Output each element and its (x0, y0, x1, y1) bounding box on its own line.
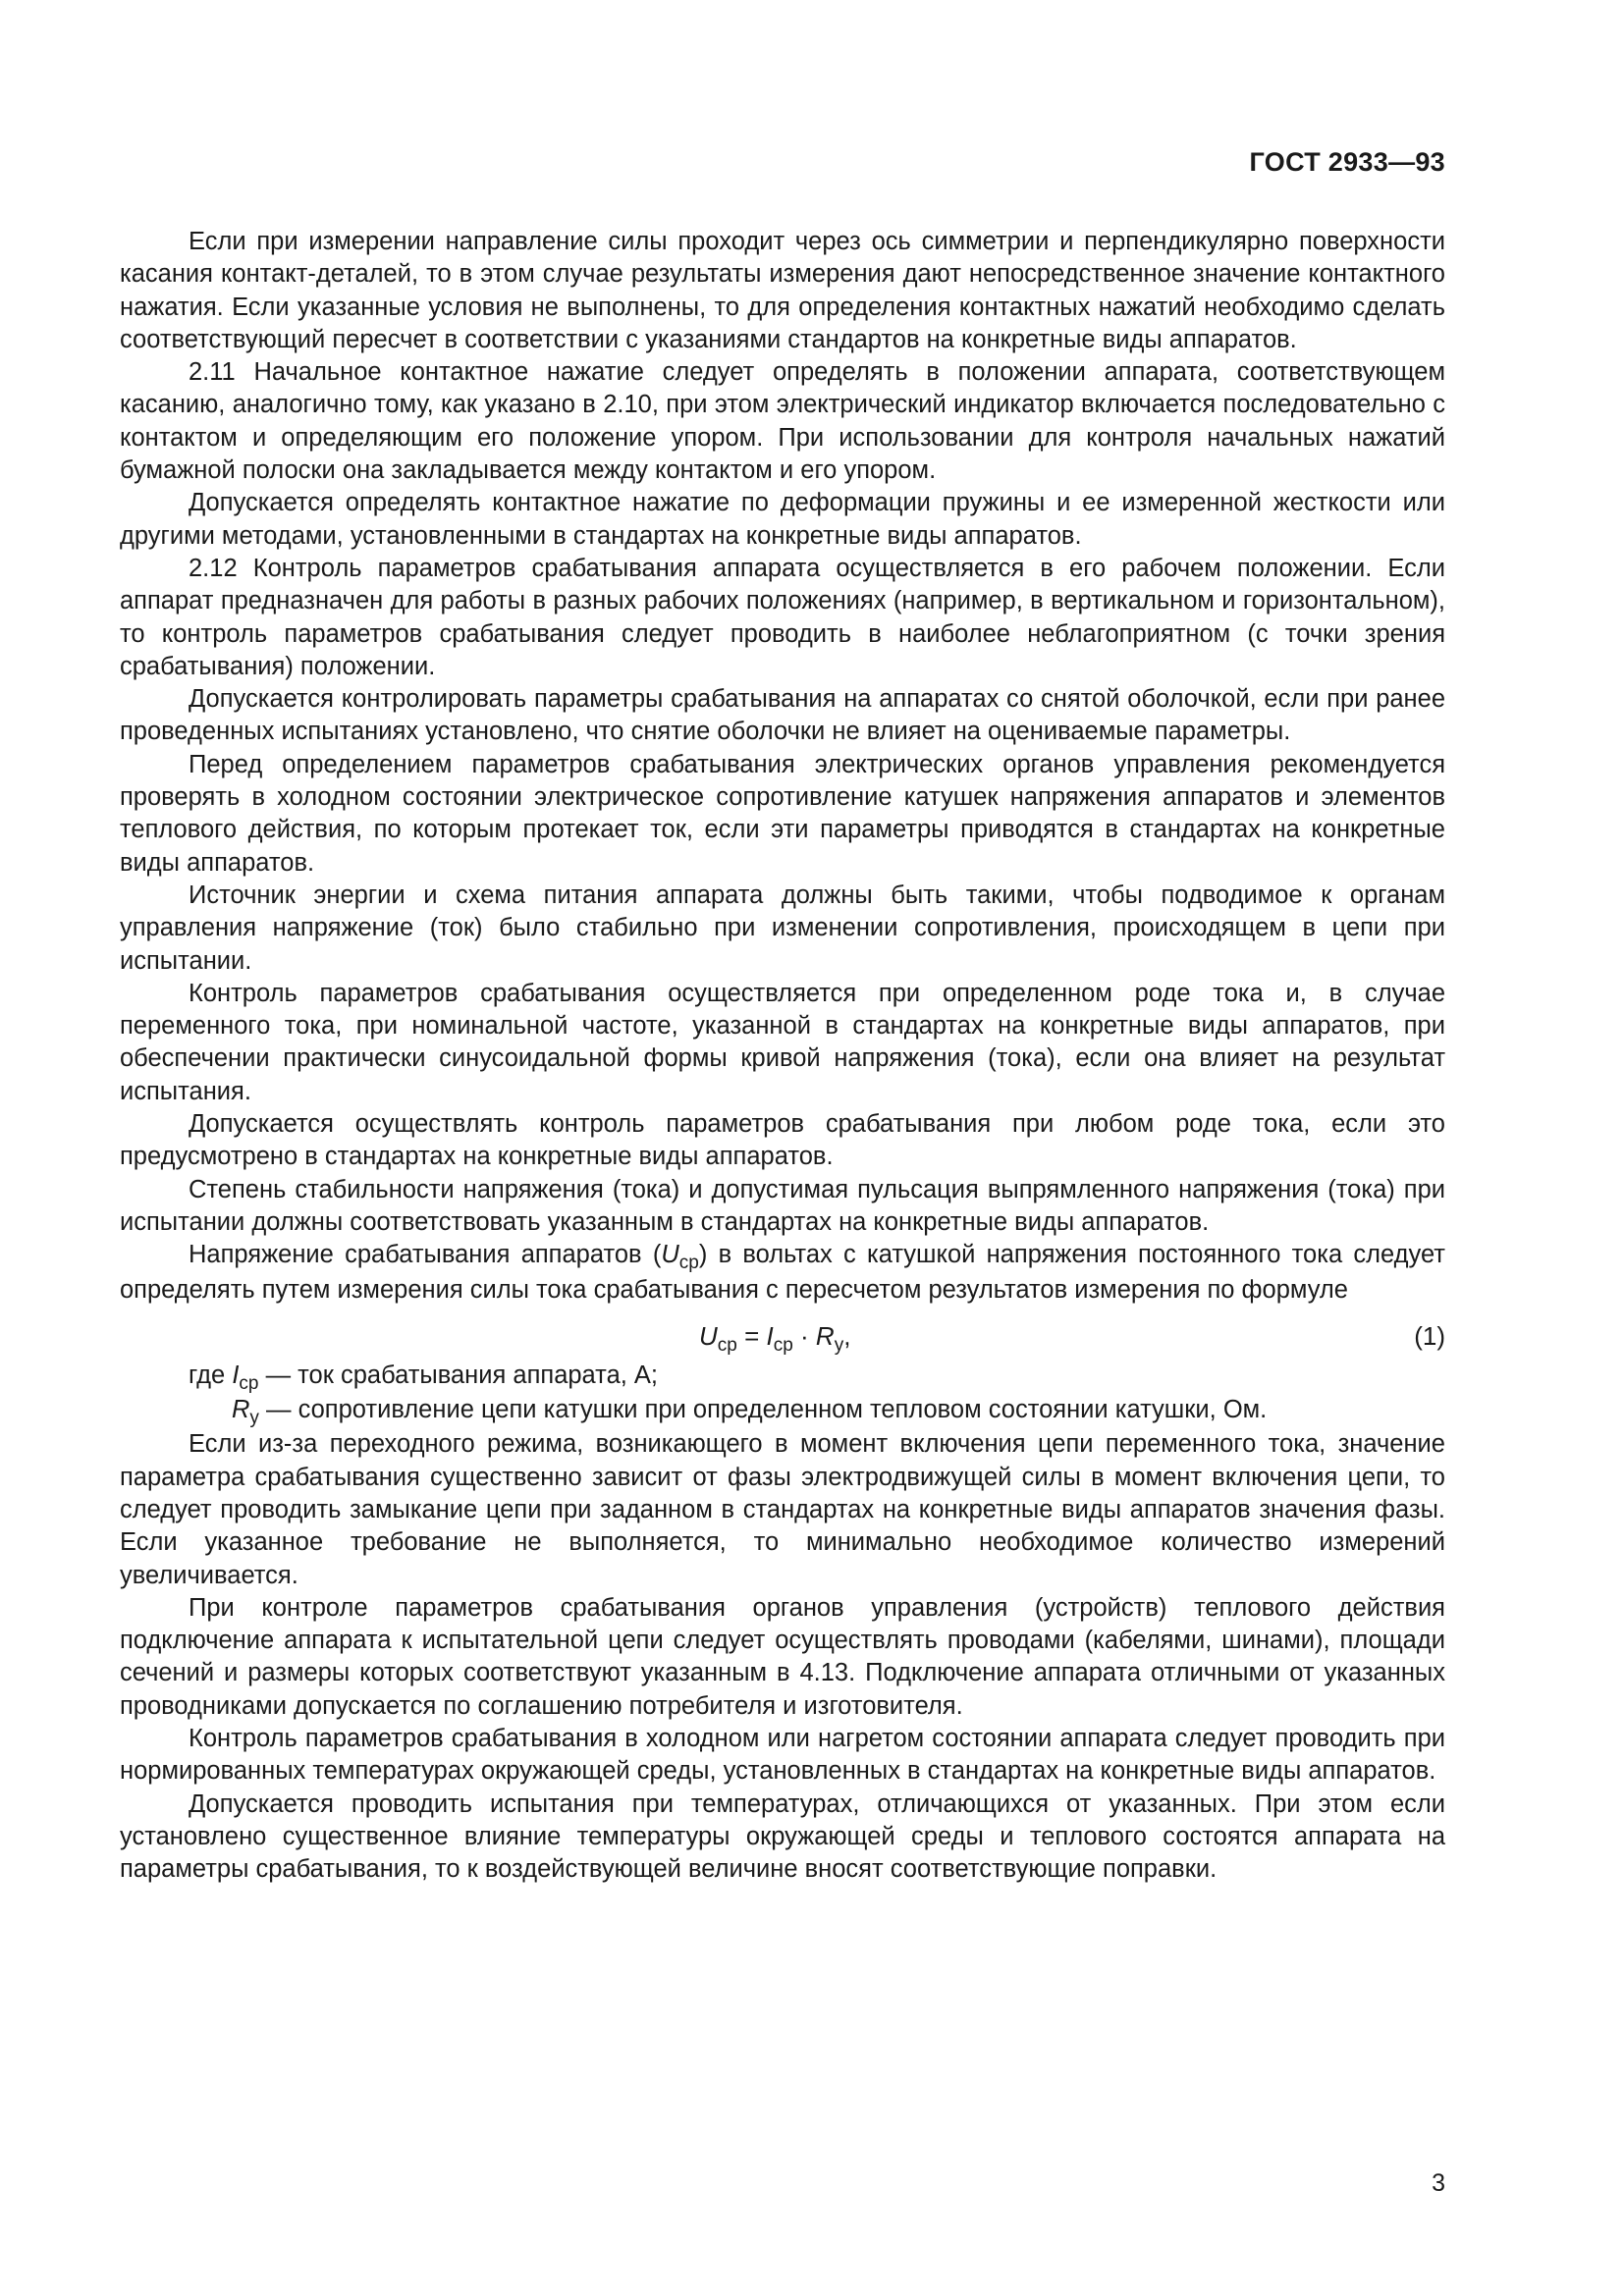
formula-eq: = (736, 1320, 767, 1351)
formula-line (120, 1308, 1445, 1360)
var-u: U (661, 1241, 679, 1269)
paragraph: Источник энергии и схема питания аппарата должны быть такими, чтобы подводимое к органам управления напряжение (ток) было стабильно при изменении сопротивления, происходящем в цепи при испытании. (120, 881, 1445, 975)
formula-tail: , (843, 1320, 851, 1351)
formula-dot: · (792, 1320, 816, 1351)
where-sub: у (249, 1408, 259, 1429)
where-desc: — сопротивление цепи катушки при определенном тепловом состоянии катушки, Ом. (258, 1396, 1268, 1424)
paragraph-2-12: 2.12 Контроль параметров срабатывания аппарата осуществляется в его рабочем положении. Если аппарат предназначен для работы в разных рабочих положениях (например, в вертикальном и горизонтальном), то контроль параметров срабатывания следует проводить в наиболее неблагоприятном (с точки зрения срабатывания) положении. (120, 554, 1445, 680)
where-i (120, 1360, 1445, 1394)
page-number: 3 (1432, 2169, 1445, 2197)
paragraph-voltage (120, 1239, 1445, 1307)
paragraph: Перед определением параметров срабатывания электрических органов управления рекомендуется проверять в холодном состоянии электрическое сопротивление катушек напряжения аппаратов и элементов теплового действия, по которым протекает ток, если эти параметры приводятся в стандартах на конкретные виды аппаратов. (120, 750, 1445, 877)
document-body (120, 226, 1445, 1887)
where-desc: — ток срабатывания аппарата, А; (258, 1361, 659, 1389)
formula-number: (1) (1414, 1320, 1445, 1351)
paragraph: Допускается контролировать параметры срабатывания на аппаратах со снятой оболочкой, если при ранее проведенных испытаниях установлено, что снятие оболочки не влияет на оцениваемые параметры. (120, 685, 1445, 746)
paragraph-2-11: 2.11 Начальное контактное нажатие следует определять в положении аппарата, соответствующем касанию, аналогично тому, как указано в 2.10, при этом электрический индикатор включается последовательно с контактом и определяющим его положение упором. При использовании для контроля начальных нажатий бумажной полоски она закладывается между контактом и его упором. (120, 358, 1445, 485)
formula-var-i: I (766, 1320, 774, 1351)
formula-sub: ср (717, 1334, 737, 1356)
standard-header: ГОСТ 2933—93 (1249, 147, 1445, 177)
paragraph: Допускается осуществлять контроль параметров срабатывания при любом роде тока, если это предусмотрено в стандартах на конкретные виды аппаратов. (120, 1110, 1445, 1171)
where-var-r: R (232, 1396, 250, 1424)
where-sub: ср (239, 1372, 259, 1394)
formula-1 (699, 1320, 850, 1356)
paragraph: Контроль параметров срабатывания в холодном или нагретом состоянии аппарата следует проводить при нормированных температурах окружающей среды, установленных в стандартах на конкретные виды аппаратов. (120, 1725, 1445, 1786)
formula-sub: ср (773, 1334, 793, 1356)
paragraph: Контроль параметров срабатывания осуществляется при определенном роде тока и, в случае переменного тока, при номинальной частоте, указанной в стандартах на конкретные виды аппаратов, при обеспечении практически синусоидальной формы кривой напряжения (тока), если она влияет на результат испытания. (120, 979, 1445, 1105)
paragraph: Если из-за переходного режима, возникающего в момент включения цепи переменного тока, значение параметра срабатывания существенно зависит от фазы электродвижущей силы в момент включения цепи, то следует проводить замыкание цепи при заданном в стандартах на конкретные виды аппаратов значения фазы. Если указанное требование не выполняется, то минимально необходимое количество измерений увеличивается. (120, 1430, 1445, 1589)
paragraph: При контроле параметров срабатывания органов управления (устройств) теплового действия подключение аппарата к испытательной цепи следует осуществлять проводами (кабелями, шинами), площади сечений и размеры которых соответствуют указанным в 4.13. Подключение аппарата отличными от указанных проводниками допускается по соглашению потребителя и изготовителя. (120, 1593, 1445, 1720)
text-fragment: ) в вольтах с катушкой напряжения постоянного тока следует определять путем измерения силы тока срабатывания с пересчетом результатов измерения по формуле (120, 1241, 1445, 1304)
where-var-i: I (232, 1361, 240, 1389)
text-fragment: Напряжение срабатывания аппаратов ( (189, 1241, 662, 1269)
paragraph: Если при измерении направление силы проходит через ось симметрии и перпендикулярно поверхности касания контакт-деталей, то в этом случае результаты измерения дают непосредственное значение контактного нажатия. Если указанные условия не выполнены, то для определения контактных нажатий необходимо сделать соответствующий пересчет в соответствии с указаниями стандартов на конкретные виды аппаратов. (120, 228, 1445, 353)
where-prefix: где (189, 1361, 233, 1389)
paragraph: Допускается определять контактное нажатие по деформации пружины и ее измеренной жесткости или другими методами, установленными в стандартах на конкретные виды аппаратов. (120, 489, 1445, 550)
formula-var-u: U (699, 1320, 718, 1351)
formula-sub: у (834, 1334, 844, 1356)
sub-cp: ср (678, 1253, 699, 1274)
paragraph: Допускается проводить испытания при температурах, отличающихся от указанных. При этом если установлено существенное влияние температуры окружающей среды и теплового состоятся аппарата на параметры срабатывания, то к воздействующей величине вносят соответствующие поправки. (120, 1789, 1445, 1884)
where-r (120, 1394, 1445, 1428)
formula-var-r: R (815, 1320, 835, 1351)
paragraph: Степень стабильности напряжения (тока) и допустимая пульсация выпрямленного напряжения (тока) при испытании должны соответствовать указанным в стандартах на конкретные виды аппаратов. (120, 1175, 1445, 1236)
